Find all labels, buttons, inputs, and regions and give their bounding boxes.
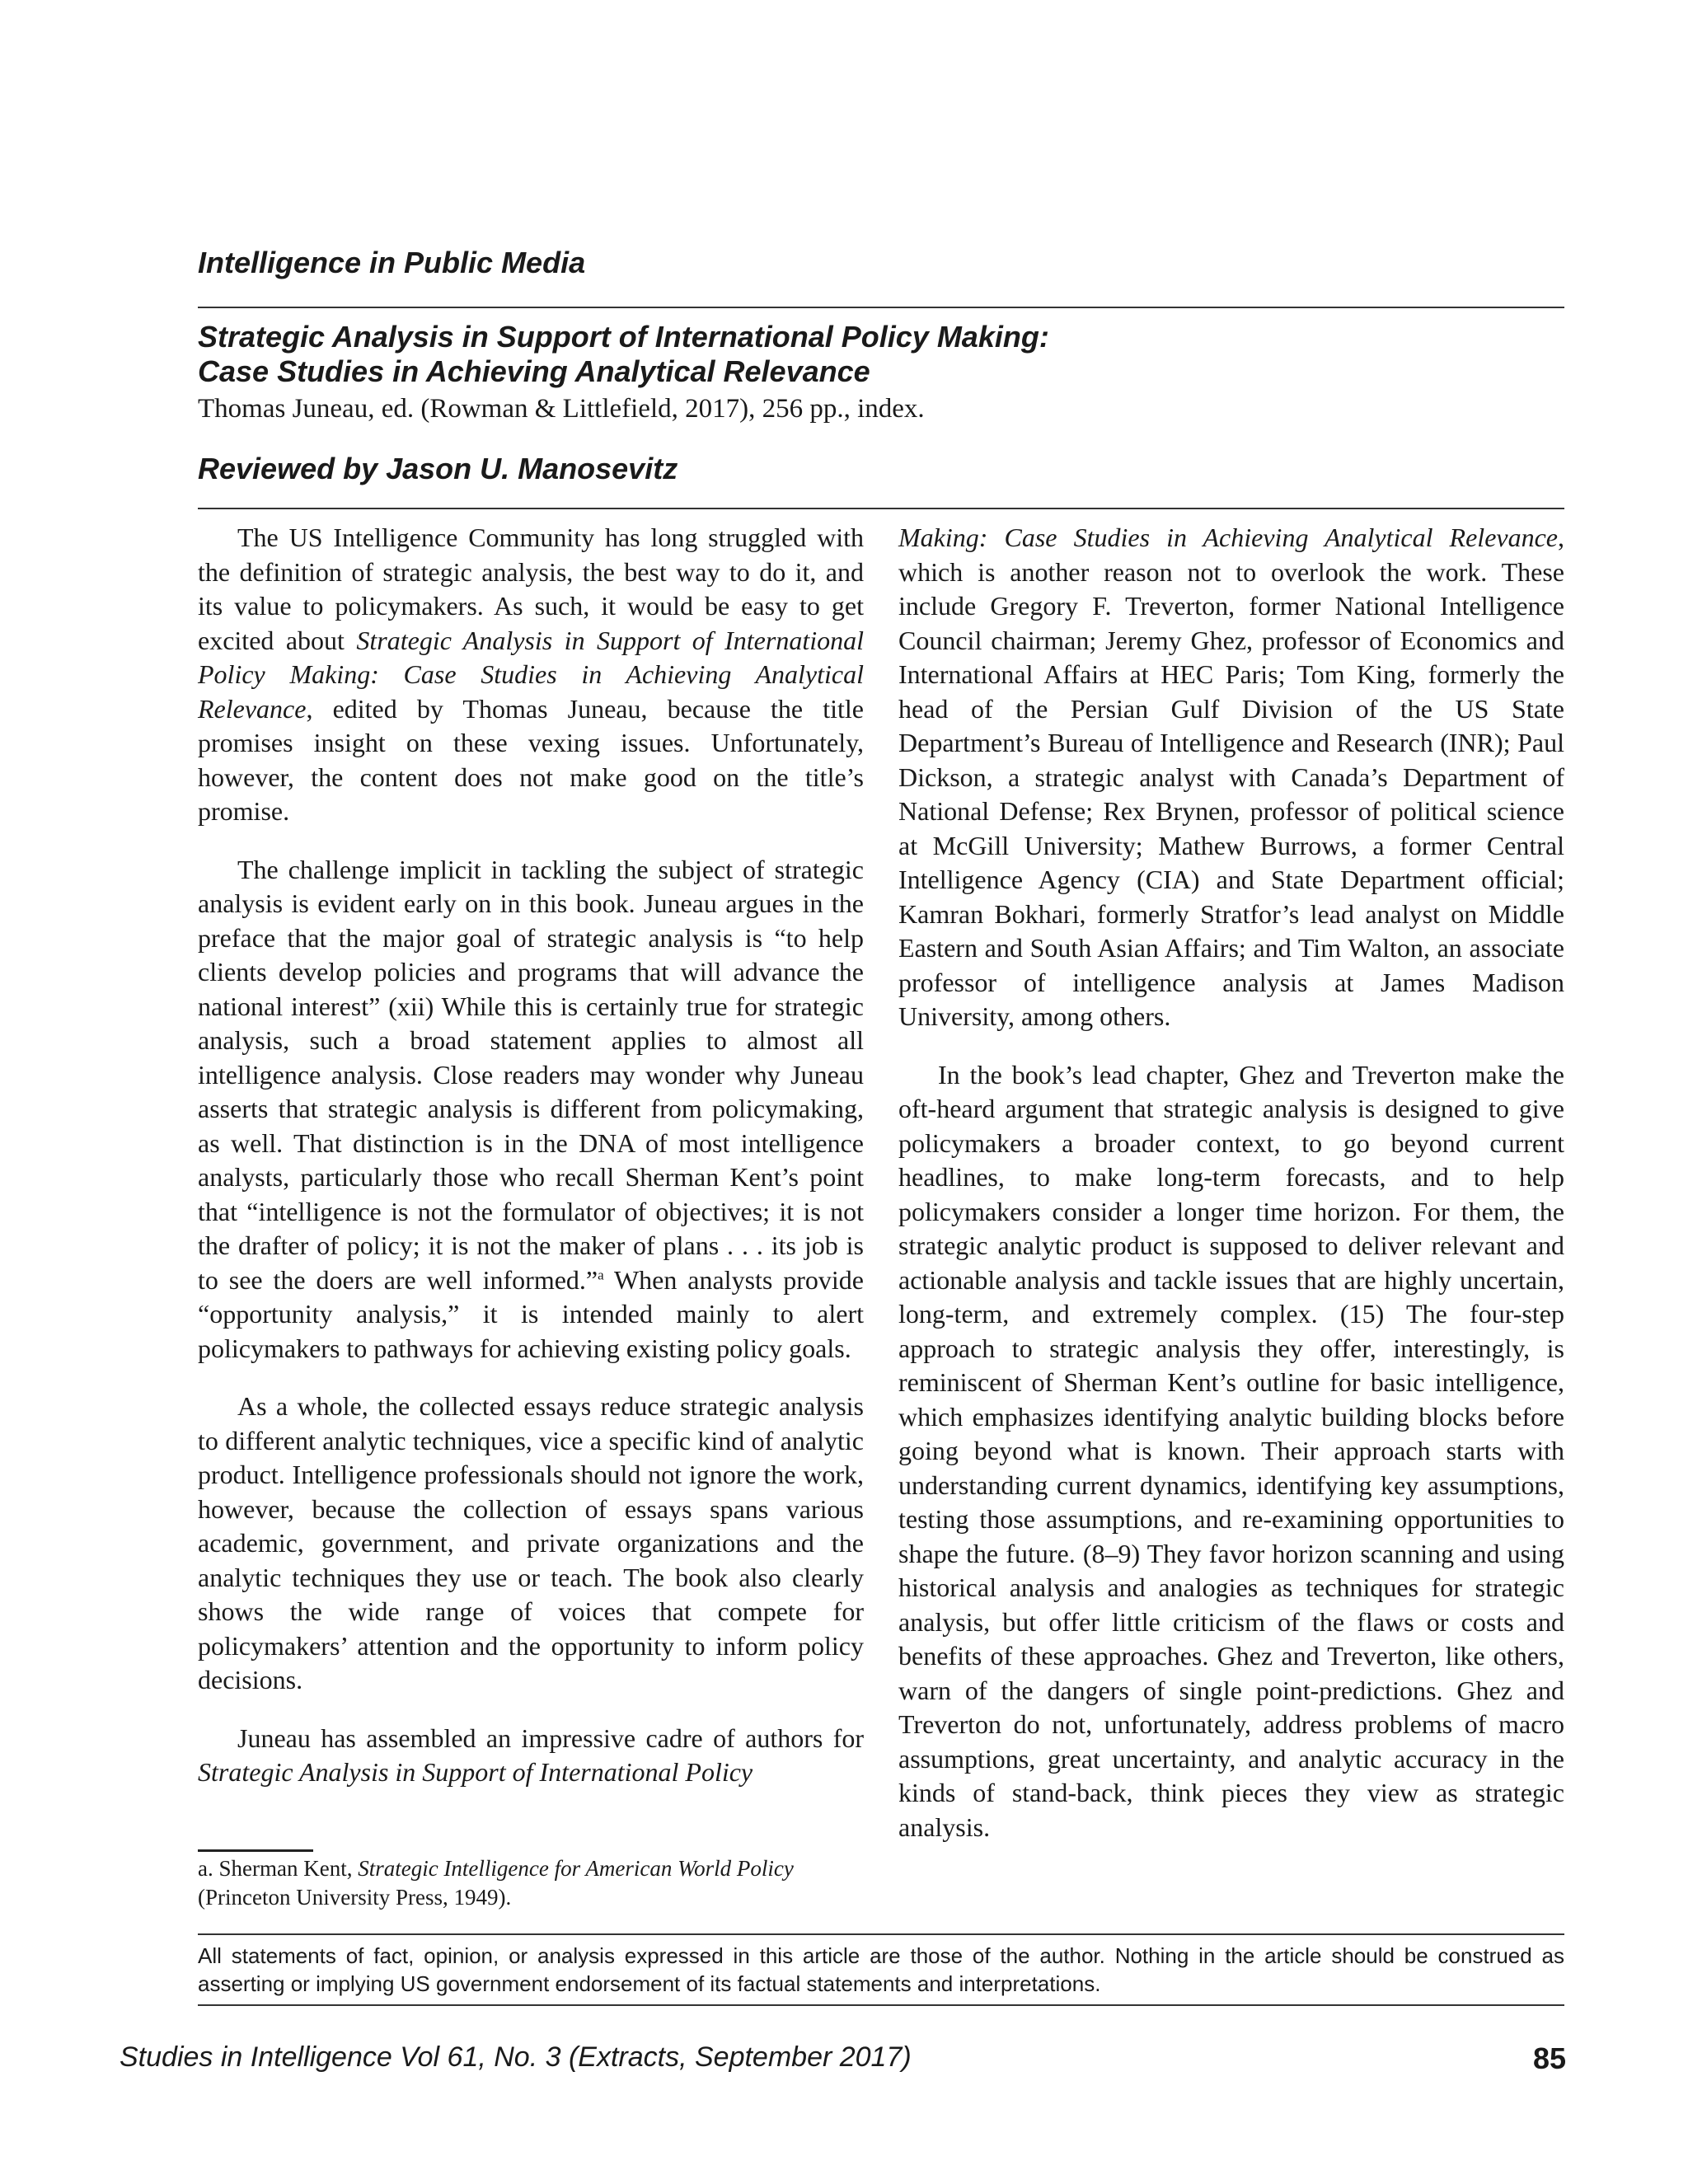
book-title-line-1: Strategic Analysis in Support of International Policy Making: [198, 320, 1049, 354]
paragraph: Juneau has assembled an impressive cadre of authors for Strategic Analysis in Support of International Policy [198, 1722, 864, 1787]
paragraph: In the book’s lead chapter, Ghez and Treverton make the oft-heard argument that strategic analysis is designed to give policymakers a broader context, to go beyond current headlines, to make long-term forecasts, and to help policymakers consider a longer time horizon. For them, the strategic analytic product is supposed to deliver relevant and actionable analysis and tackle issues that are highly uncertain, long-term, and extremely complex. (15) The four-step approach to strategic analysis they offer, interestingly, is reminiscent of Sherman Kent’s outline for basic intelligence, which emphasizes identifying analytic building blocks before going beyond what is known. Their approach starts with understanding current dynamics, identifying key assumptions, testing those assumptions, and re-examining opportunities to shape the future. (8–9) They favor horizon scanning and using historical analysis and analogies as techniques for strategic analysis, but offer little criticism of the flaws or costs and benefits of these approaches. Ghez and Treverton, like others, warn of the dangers of single point-predictions. Ghez and Treverton do not, unfortunately, address problems of macro assumptions, great uncertainty, and analytic accuracy in the kinds of stand-back, think pieces they view as strategic analysis. [898, 1059, 1564, 1842]
footnote-marker[interactable]: a [598, 1266, 604, 1282]
paragraph: Making: Case Studies in Achieving Analytical Relevance, which is another reason not to overlook the work. These include Gregory F. Treverton, former National Intelligence Council chairman; Jeremy Ghez, professor of Economics and International Affairs at HEC Paris; Tom King, formerly the head of the Persian Gulf Division of the US State Department’s Bureau of Intelligence and Research (INR); Paul Dickson, a strategic analyst with Canada’s Department of National Defense; Rex Brynen, professor of political science at McGill University; Mathew Burrows, a former Central Intelligence Agency (CIA) and State Department official; Kamran Bokhari, formerly Stratfor’s lead analyst on Middle Eastern and South Asian Affairs; and Tim Walton, an associate professor of intelligence analysis at James Madison University, among others. [898, 523, 1564, 1031]
paragraph: The challenge implicit in tackling the subject of strategic analysis is evident early on in this book. Juneau argues in the preface that the major goal of strategic analysis is “to help clients develop policies and programs that will advance the national interest” (xii) While this is certainly true for strategic analysis, such a broad statement applies to almost all intelligence analysis. Close readers may wonder why Juneau asserts that strategic analysis is different from policymaking, as well. That distinction is in the DNA of most intelligence analysts, particularly those who recall Sherman Kent’s point that “intelligence is not the formulator of objectives; it is not the drafter of policy; it is not the maker of plans . . . its job is to see the doers are well informed.”$^a$ When analysts provide “opportunity analysis,” it is intended mainly to alert policymakers to pathways for achieving existing policy goals. [198, 854, 865, 1363]
right-column [898, 521, 1564, 1868]
book-title-line-2: Case Studies in Achieving Analytical Relevance [198, 354, 870, 388]
left-column [198, 521, 864, 1814]
book-title [198, 320, 1434, 389]
page-number: 85 [1532, 2041, 1566, 2075]
paragraph: As a whole, the collected essays reduce strategic analysis to different analytic techniques, vice a specific kind of analytic product. Intelligence professionals should not ignore the work, however, because the collection of essays spans various academic, government, and private organizations and the analytic techniques they use or teach. The book also clearly shows the wide range of voices that compete for policymakers’ attention and the opportunity to inform policy decisions. [198, 1391, 864, 1694]
footnote-rule [198, 1849, 313, 1852]
book-citation: Thomas Juneau, ed. (Rowman & Littlefield, 2017), 256 pp., index. [198, 394, 925, 424]
publication-footer: Studies in Intelligence Vol 61, No. 3 (Extracts, September 2017) [120, 2041, 912, 2073]
disclaimer: All statements of fact, opinion, or analysis expressed in this article are those of the author. Nothing in the article should be construed as asserting or implying US government endorsement of its factual statements and interpretations. [198, 1943, 1564, 1996]
reviewer-byline: Reviewed by Jason U. Manosevitz [198, 452, 678, 485]
divider [198, 307, 1564, 308]
divider [198, 508, 1564, 509]
paragraph: The US Intelligence Community has long struggled with the definition of strategic analysis, the best way to do it, and its value to policymakers. As such, it would be easy to get excited about Strategic Analysis in Support of International Policy Making: Case Studies in Achieving Analytical Relevance, edited by Thomas Juneau, because the title promises insight on these vexing issues. Unfortunately, however, the content does not make good on the title’s promise. [198, 523, 865, 826]
divider [198, 2004, 1564, 2006]
section-heading: Intelligence in Public Media [198, 246, 586, 279]
footnote: a. Sherman Kent, Strategic Intelligence for American World Policy (Princeton University Press, 1949). [198, 1856, 794, 1910]
divider [198, 1933, 1564, 1935]
